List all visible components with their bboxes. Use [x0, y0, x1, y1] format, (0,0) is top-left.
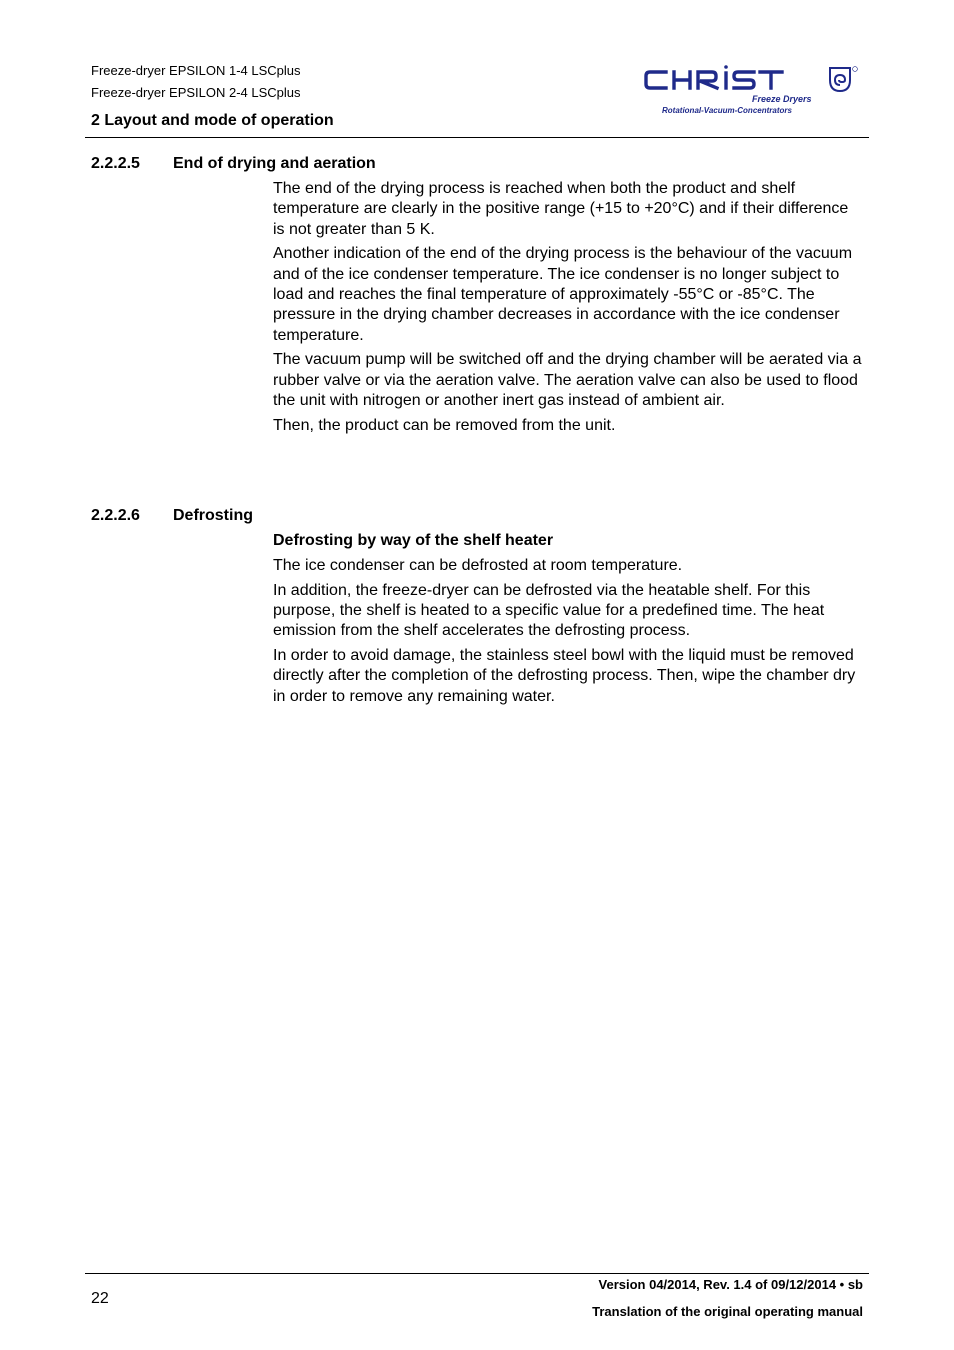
header-product-line-1: Freeze-dryer EPSILON 1-4 LSCplus — [91, 63, 301, 78]
paragraph: The end of the drying process is reached when both the product and shelf temperature are clearly in the positive range (+15 to +20°C) and if their difference is not greater than 5 K. — [273, 180, 849, 238]
header-product-line-2: Freeze-dryer EPSILON 2-4 LSCplus — [91, 85, 301, 100]
page-number: 22 — [91, 1290, 109, 1307]
section-body — [273, 179, 863, 441]
logo-tagline-freeze-dryers: Freeze Dryers — [752, 94, 812, 104]
paragraph: Then, the product can be removed from the unit. — [273, 416, 616, 434]
footer-version: Version 04/2014, Rev. 1.4 of 09/12/2014 • sb — [598, 1277, 863, 1292]
section-title: End of drying and aeration — [173, 155, 376, 172]
header-divider — [85, 137, 869, 138]
footer-translation-note: Translation of the original operating manual — [592, 1304, 863, 1319]
section-number: 2.2.2.5 — [91, 155, 140, 172]
paragraph: Another indication of the end of the drying process is the behaviour of the vacuum and of the ice condenser temperature. The ice condenser is no longer subject to load and reaches the final temperature of approximately -55°C or -85°C. The pressure in the drying chamber decreases in accordance with the ice condenser temperature. — [273, 245, 853, 344]
christ-logo — [644, 64, 866, 118]
subsection-heading: Defrosting by way of the shelf heater — [273, 532, 554, 549]
section-body — [273, 531, 863, 711]
paragraph: In addition, the freeze-dryer can be defrosted via the heatable shelf. For this purpose, the shelf is heated to a specific value for a predefined time. The heat emission from the shelf accelerates the defrosting process. — [273, 581, 825, 640]
christ-wordmark-icon — [644, 64, 866, 94]
logo-tagline-rvc: Rotational-Vacuum-Concentrators — [662, 106, 792, 115]
header-chapter-title: 2 Layout and mode of operation — [91, 112, 334, 129]
paragraph: The ice condenser can be defrosted at room temperature. — [273, 556, 683, 574]
paragraph: The vacuum pump will be switched off and the drying chamber will be aerated via a rubber valve or via the aeration valve. The aeration valve can also be used to flood the unit with nitrogen or another inert gas instead of ambient air. — [273, 351, 862, 409]
section-number: 2.2.2.6 — [91, 507, 140, 524]
section-title: Defrosting — [173, 507, 253, 524]
footer-divider — [85, 1273, 869, 1274]
paragraph: In order to avoid damage, the stainless steel bowl with the liquid must be removed directly after the completion of the defrosting process. Then, wipe the chamber dry in order to remove any remaining water. — [273, 646, 856, 705]
